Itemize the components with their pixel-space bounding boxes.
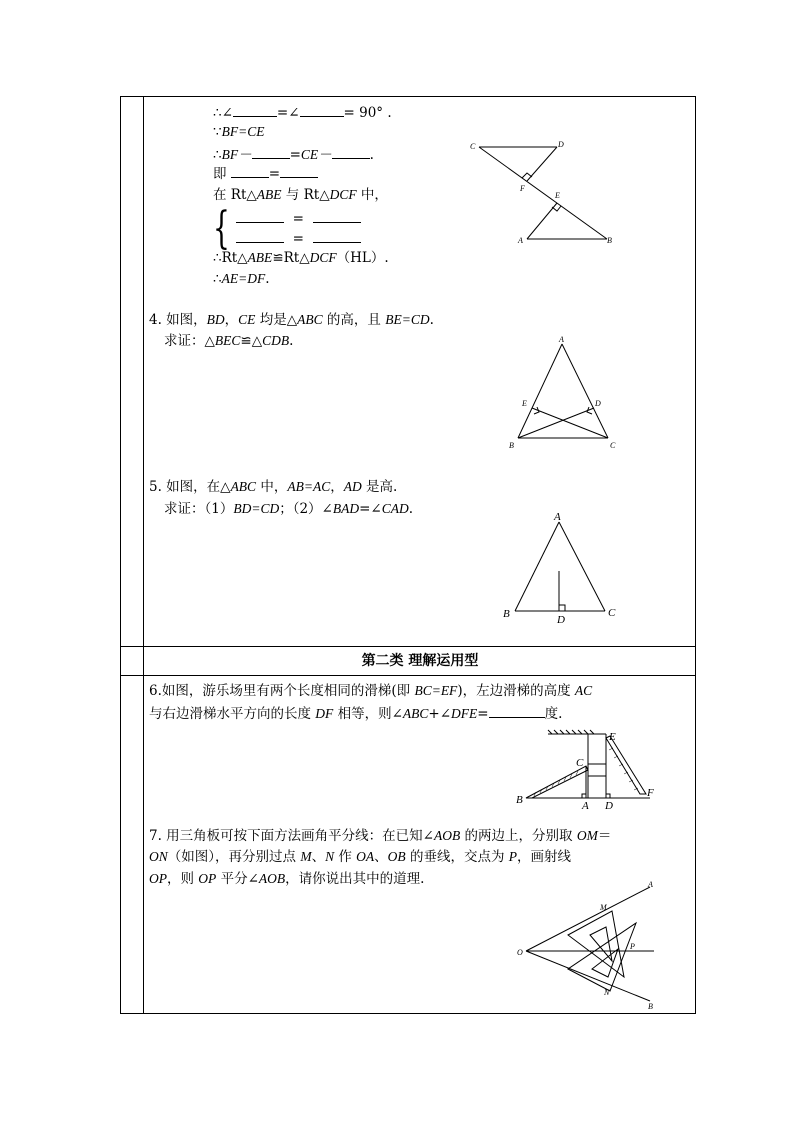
triangle-name: DCF (329, 187, 357, 202)
label-d: D (557, 614, 565, 626)
text: ≌Rt△ (272, 250, 310, 266)
label-c: C (470, 142, 476, 151)
question-5-line-1 (149, 478, 397, 496)
answer-blank (300, 103, 344, 117)
proof-line-2 (213, 123, 264, 141)
because-symbol: ∵ (213, 124, 222, 140)
segment: DF (315, 706, 334, 721)
figure-angle-bisector (512, 875, 662, 1015)
therefore-symbol: ∴ (213, 271, 222, 287)
answer-blank (236, 229, 284, 243)
angle-name: BAD (332, 501, 360, 516)
segment: OB (387, 849, 406, 864)
label-n: N (604, 988, 610, 997)
answer-blank (332, 145, 370, 159)
period: . (369, 147, 374, 163)
triangle-name: BEC (214, 333, 241, 348)
question-6-line-1 (149, 682, 592, 700)
equation: BC=EF (414, 683, 458, 698)
equals-angle: =∠ (276, 105, 300, 121)
text: 的高，且 (322, 312, 386, 328)
condition-line-2 (236, 229, 361, 248)
proof-line-5 (213, 186, 388, 204)
text: （HL）. (336, 250, 389, 266)
equation: BE=CD (385, 312, 430, 327)
table-column-divider (143, 96, 144, 1014)
angle-name: ABC (402, 706, 429, 721)
text: 与右边滑梯水平方向的长度 (149, 706, 316, 722)
triangle-name: DCF (309, 250, 337, 265)
text: +∠ (428, 706, 452, 722)
label-a: A (582, 800, 589, 812)
given-equation: BF=CE (221, 124, 265, 139)
therefore-symbol: ∴ (213, 147, 222, 163)
row-divider-bottom (120, 675, 696, 676)
expr-left: BF－ (221, 147, 252, 162)
answer-blank (252, 145, 290, 159)
period: . (265, 271, 270, 287)
triangle-name: ABC (230, 479, 257, 494)
text: )，左边滑梯的高度 (457, 683, 575, 699)
label-c: C (608, 607, 616, 619)
angle-name: DFE (451, 706, 478, 721)
text: 作 (334, 849, 357, 865)
point: P (508, 849, 518, 864)
therefore-angle: ∴∠ (213, 105, 233, 121)
text: . (408, 501, 414, 517)
text: 中， (256, 479, 288, 495)
text: = (477, 706, 489, 722)
answer-blank (280, 164, 318, 178)
figure-slides (510, 728, 660, 813)
text: 的两边上，分别取 (460, 828, 577, 844)
ninety-degrees: = 90° . (343, 105, 392, 121)
triangle-name: ABE (256, 187, 282, 202)
angle-name: AOB (258, 871, 286, 886)
system-brace: { (213, 203, 230, 254)
text: ，画射线 (517, 849, 572, 865)
answer-blank (231, 164, 269, 178)
figure-two-right-triangles (465, 135, 625, 250)
ray: OP (149, 871, 167, 886)
label-e: E (609, 731, 616, 743)
answer-blank (313, 229, 361, 243)
label-b: B (503, 608, 510, 620)
triangle-name: ABE (247, 250, 273, 265)
equals: = (289, 147, 301, 163)
label-f: F (520, 184, 525, 193)
triangle-name: ABC (297, 312, 323, 327)
answer-blank (313, 209, 361, 223)
text: 均是△ (255, 312, 298, 328)
segment: OA (356, 849, 375, 864)
text: 相等，则∠ (333, 706, 403, 722)
section-heading: 第二类 理解运用型 (361, 653, 479, 669)
label-b: B (648, 1002, 653, 1011)
question-6-line-2 (149, 704, 562, 723)
text: . (429, 312, 434, 328)
label-b: B (516, 794, 523, 806)
proof-line-1 (213, 103, 392, 122)
label-d: D (595, 399, 601, 408)
text: 在 Rt△ (213, 187, 257, 203)
expr-right: CE－ (300, 147, 332, 162)
text: 、 (311, 849, 326, 865)
text: 5. 如图，在△ (149, 479, 231, 495)
answer-blank (236, 209, 284, 223)
text: =∠ (359, 501, 382, 517)
triangle-name: CDB (262, 333, 290, 348)
equation: BD=CD (233, 501, 280, 516)
label-b: B (607, 236, 612, 245)
label-c: C (576, 757, 584, 769)
question-4-line-2 (164, 332, 293, 350)
text: . (289, 333, 294, 349)
text: 求证：△ (164, 333, 215, 349)
figure-triangle-altitudes (500, 330, 630, 455)
question-4-line-1 (149, 311, 434, 329)
segment: CE (238, 312, 256, 327)
text: 、 (374, 849, 388, 865)
row-divider-top (120, 646, 696, 647)
label-d: D (558, 140, 564, 149)
text: 的垂线，交点为 (405, 849, 509, 865)
label-f: F (647, 787, 654, 799)
label-d: D (605, 800, 613, 812)
label-o: O (517, 948, 523, 957)
answer-blank (233, 103, 277, 117)
text: 6.如图，游乐场里有两个长度相同的滑梯(即 (149, 683, 415, 699)
text: 度. (544, 706, 563, 722)
text: 7. 用三角板可按下面方法画角平分线：在已知∠ (149, 828, 434, 844)
text: 是高. (361, 479, 398, 495)
proof-line-4 (213, 164, 318, 183)
equation: AB=AC (287, 479, 331, 494)
namely-text: 即 (213, 166, 227, 182)
ray: OP (198, 871, 217, 886)
text: ；（2）∠ (279, 501, 333, 517)
condition-line-1 (236, 209, 361, 228)
label-e: E (555, 191, 560, 200)
text: 中， (356, 187, 388, 203)
angle-name: AOB (433, 828, 461, 843)
question-7-line-2 (149, 848, 571, 866)
text: ∴Rt△ (213, 250, 248, 266)
segment: AC (574, 683, 593, 698)
equals: = (292, 231, 304, 247)
label-e: E (522, 399, 527, 408)
point: N (325, 849, 335, 864)
text: 求证：（1） (164, 501, 234, 517)
label-p: P (630, 942, 635, 951)
question-7-line-1 (149, 827, 611, 845)
segment: ON (149, 849, 168, 864)
text: ＝ (597, 828, 612, 844)
text: 4. 如图， (149, 312, 207, 328)
text: ，则 (167, 871, 199, 887)
label-c: C (610, 441, 616, 450)
segment: OM (576, 828, 598, 843)
label-a: A (518, 236, 523, 245)
text: ，请你说出其中的道理. (285, 871, 425, 887)
text: ≌△ (240, 333, 263, 349)
label-a: A (648, 880, 653, 889)
label-a: A (559, 335, 564, 344)
segment: BD (206, 312, 225, 327)
label-m: M (600, 903, 607, 912)
text: 平分∠ (216, 871, 259, 887)
label-a: A (554, 511, 561, 523)
question-5-line-2 (164, 500, 413, 518)
equals: = (292, 211, 304, 227)
equals: = (268, 166, 281, 182)
figure-isosceles-triangle (495, 505, 630, 630)
proof-line-9 (213, 270, 270, 288)
text: ， (330, 479, 344, 495)
answer-blank (489, 704, 545, 718)
text: ， (224, 312, 239, 328)
proof-line-8 (213, 249, 389, 267)
segment: AD (343, 479, 362, 494)
label-b: B (509, 441, 514, 450)
question-7-line-3 (149, 870, 424, 888)
conclusion: AE=DF (221, 271, 266, 286)
proof-line-3 (213, 145, 374, 164)
text: （如图），再分别过点 (167, 849, 301, 865)
point: M (300, 849, 312, 864)
angle-name: CAD (381, 501, 409, 516)
text: 与 Rt△ (281, 187, 330, 203)
